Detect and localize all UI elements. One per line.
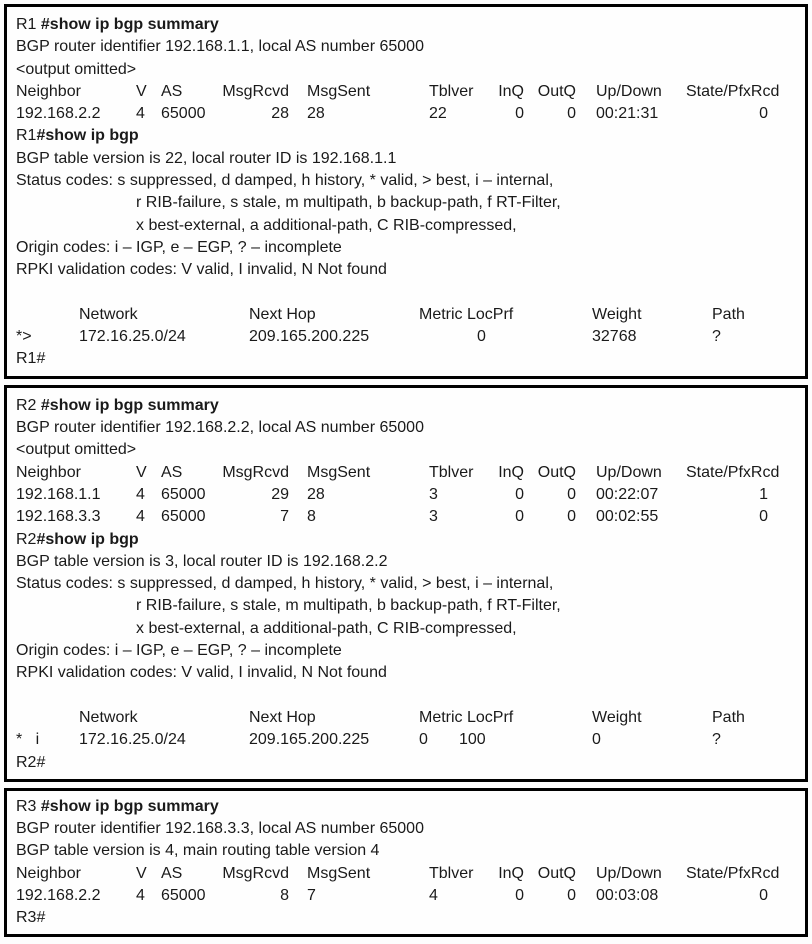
summary-header-state-pfxrcd: State/PfxRcd [686,864,780,882]
state-pfxrcd-cell: 0 [759,508,768,526]
summary-header-as: AS [161,864,183,882]
summary-header-inq: InQ [498,864,524,882]
outq-cell: 0 [567,508,576,526]
r2-summary-row-neighbor-192-168-1-1 [16,484,796,506]
inq-cell: 0 [515,508,524,526]
r2-end-prompt: R2# [16,753,46,771]
r1-command-line-bgp [16,125,796,147]
r3-summary-row-neighbor-192-168-2-2 [16,885,796,907]
r2-status-codes-line1: Status codes: s suppressed, d damped, h history, * valid, > best, i – internal, [16,575,554,593]
as-cell: 65000 [161,886,206,904]
neighbor-cell: 192.168.1.1 [16,485,101,503]
version-cell: 4 [136,105,145,123]
r3-show-ip-bgp-summary-command: #show ip bgp summary [40,797,219,815]
r2-status-codes-line3: x best-external, a additional-path, C RIB-compressed, [136,619,517,637]
route-header-network: Network [79,305,138,323]
updown-cell: 00:02:55 [596,508,659,526]
summary-header-outq: OutQ [537,82,576,100]
route-network-cell: 172.16.25.0/24 [79,731,186,749]
summary-header-msgrcvd: MsgRcvd [222,463,289,481]
tblver-cell: 3 [429,485,438,503]
route-header-weight: Weight [592,305,642,323]
summary-header-tblver: Tblver [429,463,474,481]
r2-show-ip-bgp-summary-command: #show ip bgp summary [40,396,219,414]
r1-route-row [16,326,796,348]
r2-summary-row-neighbor-192-168-3-3 [16,506,796,528]
r2-table-version-line: BGP table version is 3, local router ID is 192.168.2.2 [16,552,388,570]
outq-cell: 0 [567,485,576,503]
route-header-status-spacer [16,304,79,326]
r2-summary-header-row [16,462,796,484]
summary-header-as: AS [161,463,183,481]
inq-cell: 0 [515,886,524,904]
route-header-metric-locprf: Metric LocPrf [419,708,514,726]
summary-header-tblver: Tblver [429,864,474,882]
r2-rpki-codes-line: RPKI validation codes: V valid, I invalid, N Not found [16,664,387,682]
route-status-cell: * i [16,731,40,749]
r2-route-row [16,729,796,751]
r1-route-header-row [16,304,796,326]
summary-header-msgrcvd: MsgRcvd [222,82,289,100]
as-cell: 65000 [161,485,206,503]
neighbor-cell: 192.168.2.2 [16,886,101,904]
summary-header-version: V [136,463,147,481]
route-header-network: Network [79,708,138,726]
r2-blank-line [16,685,796,707]
r3-table-version-line: BGP table version is 4, main routing table version 4 [16,842,380,860]
summary-header-tblver: Tblver [429,82,474,100]
r2-output-omitted-line: <output omitted> [16,441,137,459]
route-header-next-hop: Next Hop [249,708,316,726]
summary-header-updown: Up/Down [596,463,662,481]
route-weight-cell: 32768 [592,328,637,346]
neighbor-cell: 192.168.3.3 [16,508,101,526]
r1-origin-codes-line: Origin codes: i – IGP, e – EGP, ? – incomplete [16,238,342,256]
route-header-path: Path [712,708,745,726]
msgsent-cell: 28 [307,485,325,503]
r1-status-codes-line1: Status codes: s suppressed, d damped, h history, * valid, > best, i – internal, [16,172,554,190]
outq-cell: 0 [567,886,576,904]
as-cell: 65000 [161,105,206,123]
state-pfxrcd-cell: 0 [759,105,768,123]
r2-prompt: R2 [16,396,41,414]
route-header-weight: Weight [592,708,642,726]
route-next-hop-cell: 209.165.200.225 [249,731,370,749]
version-cell: 4 [136,886,145,904]
tblver-cell: 3 [429,508,438,526]
msgsent-cell: 8 [307,508,316,526]
msgrcvd-cell: 29 [271,485,289,503]
state-pfxrcd-cell: 1 [759,485,768,503]
msgsent-cell: 7 [307,886,316,904]
r1-show-ip-bgp-command: #show ip bgp [36,127,139,145]
tblver-cell: 22 [429,105,447,123]
r1-show-ip-bgp-summary-command: #show ip bgp summary [40,16,219,33]
summary-header-outq: OutQ [537,864,576,882]
summary-header-msgrcvd: MsgRcvd [222,864,289,882]
r1-prompt2: R1 [16,127,37,145]
neighbor-cell: 192.168.2.2 [16,105,101,123]
summary-header-neighbor: Neighbor [16,463,81,481]
r2-route-header-row [16,707,796,729]
summary-header-updown: Up/Down [596,864,662,882]
route-metric-cell: 0 [419,731,428,749]
route-path-cell: ? [712,731,721,749]
route-header-metric-locprf: Metric LocPrf [419,305,514,323]
msgrcvd-cell: 7 [280,508,289,526]
summary-header-version: V [136,864,147,882]
r2-show-ip-bgp-command: #show ip bgp [36,530,139,548]
r1-rpki-codes-line: RPKI validation codes: V valid, I invalid, N Not found [16,261,387,279]
summary-header-state-pfxrcd: State/PfxRcd [686,82,780,100]
r2-terminal-output [4,385,808,782]
msgrcvd-cell: 8 [280,886,289,904]
inq-cell: 0 [515,485,524,503]
r2-origin-codes-line: Origin codes: i – IGP, e – EGP, ? – incomplete [16,642,342,660]
r3-prompt: R3 [16,797,41,815]
inq-cell: 0 [515,105,524,123]
r2-status-codes-line2: r RIB-failure, s stale, m multipath, b backup-path, f RT-Filter, [136,597,561,615]
route-locprf-cell [459,326,592,348]
tblver-cell: 4 [429,886,438,904]
summary-header-state-pfxrcd: State/PfxRcd [686,463,780,481]
r1-status-codes-line3: x best-external, a additional-path, C RIB-compressed, [136,216,517,234]
route-metric-cell: 0 [477,328,486,346]
route-header-next-hop: Next Hop [249,305,316,323]
route-weight-cell: 0 [592,731,601,749]
route-header-path: Path [712,305,745,323]
route-locprf-cell: 100 [459,731,486,749]
r3-summary-header-row [16,863,796,885]
r3-router-identifier-line: BGP router identifier 192.168.3.3, local AS number 65000 [16,820,424,838]
state-pfxrcd-cell: 0 [759,886,768,904]
updown-cell: 00:22:07 [596,485,659,503]
route-path-cell: ? [712,328,721,346]
version-cell: 4 [136,508,145,526]
r2-command-line-summary [16,395,796,417]
r1-table-version-line: BGP table version is 22, local router ID is 192.168.1.1 [16,149,397,167]
summary-header-updown: Up/Down [596,82,662,100]
r1-summary-header-row [16,81,796,103]
summary-header-outq: OutQ [537,463,576,481]
r1-status-codes-line2: r RIB-failure, s stale, m multipath, b backup-path, f RT-Filter, [136,194,561,212]
r3-end-prompt: R3# [16,909,46,927]
summary-header-inq: InQ [498,82,524,100]
msgsent-cell: 28 [307,105,325,123]
outq-cell: 0 [567,105,576,123]
r1-command-line-summary [16,14,796,36]
r1-prompt: R1 [16,16,41,33]
updown-cell: 00:03:08 [596,886,659,904]
route-network-cell: 172.16.25.0/24 [79,328,186,346]
summary-header-inq: InQ [498,463,524,481]
summary-header-neighbor: Neighbor [16,82,81,100]
as-cell: 65000 [161,508,206,526]
r2-prompt2: R2 [16,530,37,548]
version-cell: 4 [136,485,145,503]
route-next-hop-cell: 209.165.200.225 [249,328,370,346]
route-status-cell: *> [16,328,32,346]
r1-end-prompt: R1# [16,350,46,368]
summary-header-as: AS [161,82,183,100]
r1-blank-line [16,282,796,304]
r2-command-line-bgp [16,529,796,551]
r1-summary-row-neighbor-192-168-2-2 [16,103,796,125]
msgrcvd-cell: 28 [271,105,289,123]
r1-output-omitted-line: <output omitted> [16,60,137,78]
route-header-status-spacer [16,707,79,729]
r1-terminal-output [4,4,808,379]
summary-header-msgsent: MsgSent [307,82,371,100]
r3-command-line-summary [16,796,796,818]
summary-header-version: V [136,82,147,100]
r2-router-identifier-line: BGP router identifier 192.168.2.2, local AS number 65000 [16,419,424,437]
summary-header-msgsent: MsgSent [307,463,371,481]
summary-header-msgsent: MsgSent [307,864,371,882]
r1-router-identifier-line: BGP router identifier 192.168.1.1, local AS number 65000 [16,38,424,56]
r3-terminal-output [4,788,808,937]
updown-cell: 00:21:31 [596,105,659,123]
summary-header-neighbor: Neighbor [16,864,81,882]
